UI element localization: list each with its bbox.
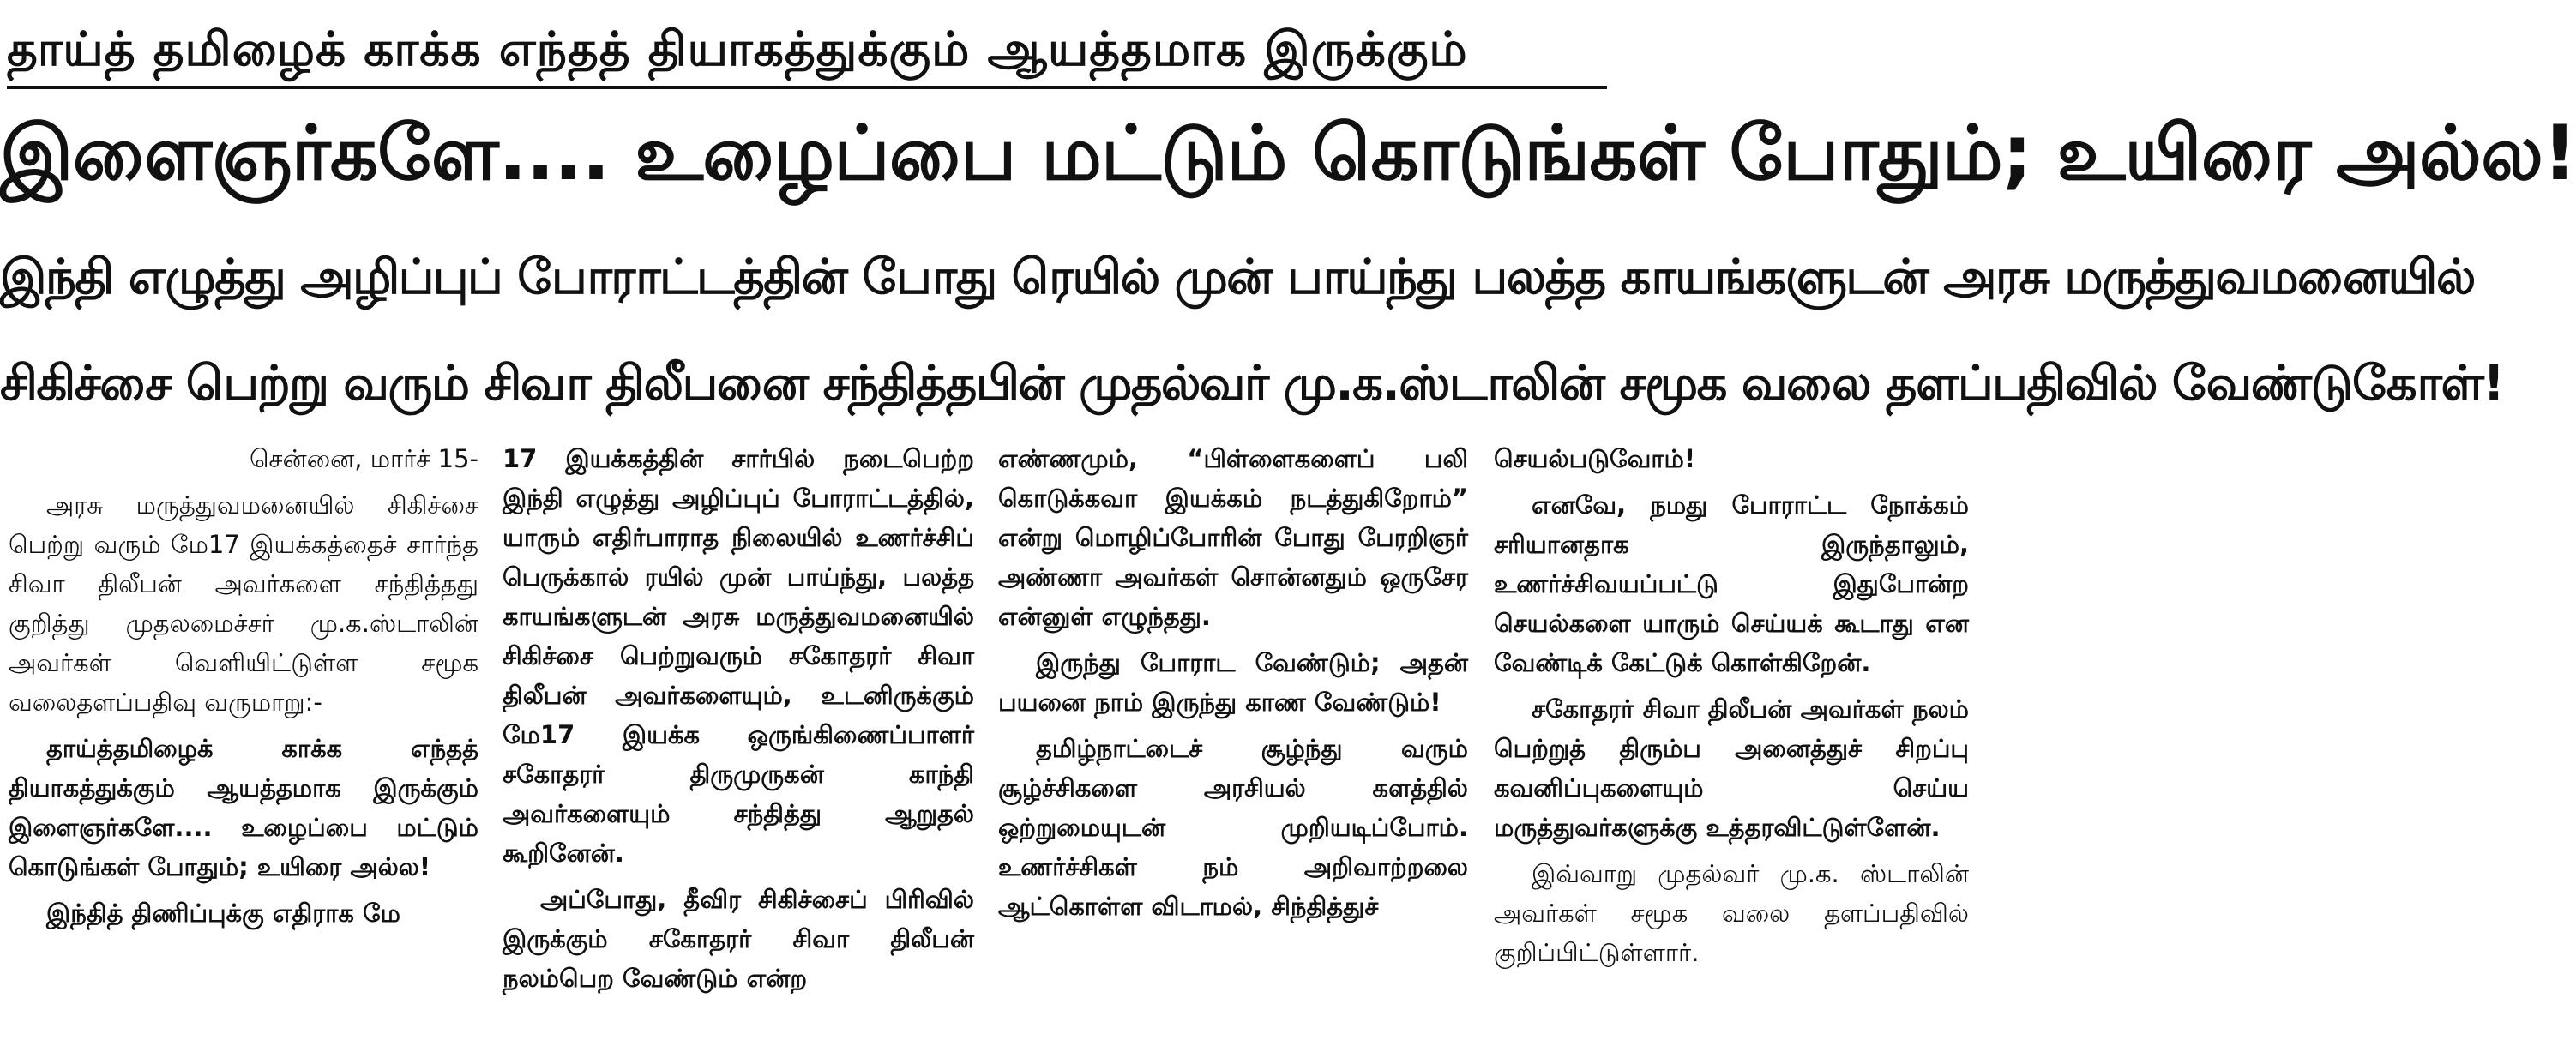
paragraph: சகோதரர் சிவா திலீபன் அவர்கள் நலம் பெற்றுத் திரும்ப அனைத்துச் சிறப்பு கவனிப்புகளையும் செய்ய மருத்துவர்களுக்கு உத்தரவிட்டுள்ளேன். (1494, 694, 1969, 842)
dateline: சென்னை, மார்ச் 15- (249, 444, 478, 473)
paragraph: அப்போது, தீவிர சிகிச்சைப் பிரிவில் இருக்கும் சகோதரர் சிவா திலீபன் நலம்பெற வேண்டும் என்ற (503, 885, 974, 993)
deck-line-1: இந்தி எழுத்து அழிப்புப் போராட்டத்தின் போது ரெயில் முன் பாய்ந்து பலத்த காயங்களுடன் அரசு மருத்துவமனையில் (0, 249, 2475, 305)
paragraph: இவ்வாறு முதல்வர் மு.க. ஸ்டாலின் அவர்கள் சமூக வலை தளப்பதிவில் குறிப்பிட்டுள்ளார். (1494, 859, 1969, 967)
paragraph: தமிழ்நாட்டைச் சூழ்ந்து வரும் சூழ்ச்சிகளை அரசியல் களத்தில் ஒற்றுமையுடன் முறியடிப்போம். உணர்ச்சிகள் நம் அறிவாற்றலை ஆட்கொள்ள விடாமல், சிந்தித்துச் (998, 734, 1468, 921)
article-column-3 (998, 439, 1468, 1058)
main-headline: இளைஞர்களே.... உழைப்பை மட்டும் கொடுங்கள் போதும்; உயிரை அல்ல! (0, 109, 2576, 197)
paragraph: எனவே, நமது போராட்ட நோக்கம் சரியானதாக இருந்தாலும், உணர்ச்சிவயப்பட்டு இதுபோன்ற செயல்களை யாரும் செய்யக் கூடாது என வேண்டிக் கேட்டுக் கொள்கிறேன். (1494, 490, 1969, 677)
kicker-underline (7, 86, 1607, 89)
kicker-headline: தாய்த் தமிழைக் காக்க எந்தத் தியாகத்துக்கும் ஆயத்தமாக இருக்கும் (7, 21, 1468, 76)
article-column-2 (503, 439, 974, 1058)
paragraph: இந்தித் திணிப்புக்கு எதிராக மே (46, 899, 400, 928)
article-column-1 (9, 439, 478, 1058)
paragraph: செயல்படுவோம்! (1494, 444, 1696, 473)
article-body (0, 439, 1977, 1058)
paragraph: அரசு மருத்துவமனையில் சிகிச்சை பெற்று வரும் மே17 இயக்கத்தைச் சார்ந்த சிவா திலீபன் அவர்களை சந்தித்தது குறித்து முதலமைச்சர் மு.க.ஸ்டாலின் அவர்கள் வெளியிட்டுள்ள சமூக வலைதளப்பதிவு வருமாறு:- (9, 490, 478, 717)
paragraph: 17 இயக்கத்தின் சார்பில் நடைபெற்ற இந்தி எழுத்து அழிப்புப் போராட்டத்தில், யாரும் எதிர்பாராத நிலையில் உணர்ச்சிப் பெருக்கால் ரயில் முன் பாய்ந்து, பலத்த காயங்களுடன் அரசு மருத்துவமனையில் சிகிச்சை பெற்றுவரும் சகோதரர் சிவா திலீபன் அவர்களையும், உடனிருக்கும் மே17 இயக்க ஒருங்கிணைப்பாளர் சகோதரர் திருமுருகன் காந்தி அவர்களையும் சந்தித்து ஆறுதல் கூறினேன். (503, 444, 974, 868)
deck-line-2: சிகிச்சை பெற்று வரும் சிவா திலீபனை சந்தித்தபின் முதல்வர் மு.க.ஸ்டாலின் சமூக வலை தளப்பதிவில் வேண்டுகோள்! (0, 356, 2504, 412)
paragraph: தாய்த்தமிழைக் காக்க எந்தத் தியாகத்துக்கும் ஆயத்தமாக இருக்கும் இளைஞர்களே.... உழைப்பை மட்டும் கொடுங்கள் போதும்; உயிரை அல்ல! (9, 734, 478, 881)
article-column-4 (1494, 439, 1969, 1058)
paragraph: இருந்து போராட வேண்டும்; அதன் பயனை நாம் இருந்து காண வேண்டும்! (998, 648, 1468, 717)
paragraph: எண்ணமும், “பிள்ளைகளைப் பலி கொடுக்கவா இயக்கம் நடத்துகிறோம்” என்று மொழிப்போரின் போது பேரறிஞர் அண்ணா அவர்கள் சொன்னதும் ஒருசேர என்னுள் எழுந்தது. (998, 444, 1468, 631)
